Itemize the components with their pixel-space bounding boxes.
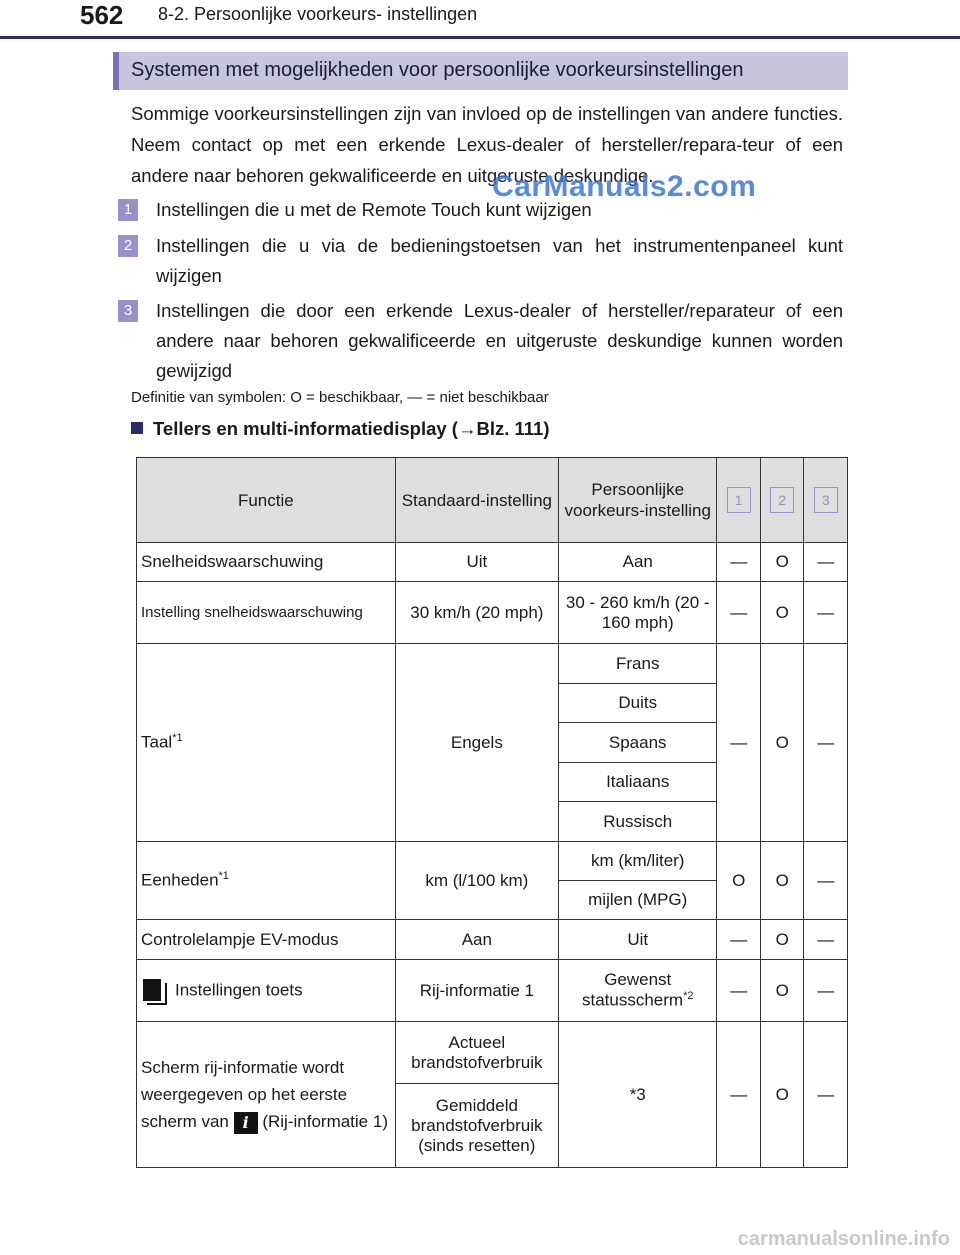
list-text-1: Instellingen die u met de Remote Touch kunt wijzigen <box>156 199 592 220</box>
watermark: CarManuals2.com <box>492 170 757 203</box>
table-row <box>137 1022 848 1084</box>
cell-personal: Uit <box>559 920 717 960</box>
cell-c3: — <box>804 644 848 842</box>
cell-c3: — <box>804 1022 848 1168</box>
cell-default: Actueel brandstofverbruik <box>395 1022 558 1084</box>
cell-default: Uit <box>395 543 558 582</box>
table-row <box>137 582 848 644</box>
cell-function <box>137 960 396 1022</box>
table-row <box>137 644 848 684</box>
marker-3: 3 <box>814 487 838 513</box>
footer-watermark: carmanualsonline.info <box>737 1228 950 1250</box>
cell-personal: Aan <box>559 543 717 582</box>
cell-c1: — <box>717 543 761 582</box>
cell-function <box>137 644 396 842</box>
subheading-text: Tellers en multi-informatiedisplay (→Blz. 111) <box>153 418 550 439</box>
table-header-row <box>137 458 848 543</box>
cell-option: Spaans <box>559 723 717 763</box>
header-personal: Persoonlijke voorkeurs-instelling <box>559 458 717 543</box>
cell-personal <box>559 960 717 1022</box>
header-rule <box>0 36 960 39</box>
cell-default: 30 km/h (20 mph) <box>395 582 558 644</box>
cell-c1: — <box>717 644 761 842</box>
header-marker-1 <box>717 458 761 543</box>
cell-option: mijlen (MPG) <box>559 881 717 920</box>
header-marker-2 <box>760 458 804 543</box>
cell-default: km (l/100 km) <box>395 842 558 920</box>
cell-c1: — <box>717 1022 761 1168</box>
cell-option: Duits <box>559 684 717 723</box>
list-number-2: 2 <box>118 235 138 257</box>
driving-info-label-b: (Rij-informatie 1) <box>262 1112 388 1131</box>
personal-value: Gewenst statusscherm <box>581 970 684 1010</box>
footnote-marker: *1 <box>218 870 229 883</box>
cell-c3: — <box>804 842 848 920</box>
settings-key-icon <box>141 979 165 1003</box>
header-function: Functie <box>137 458 396 543</box>
footnote-marker: *1 <box>172 732 183 745</box>
symbol-definition: Definitie van symbolen: O = beschikbaar, — = niet beschikbaar <box>131 389 549 406</box>
table-row <box>137 920 848 960</box>
settings-table <box>136 457 848 1168</box>
square-bullet-icon <box>131 422 143 434</box>
list-text-3: Instellingen die door een erkende Lexus-dealer of hersteller/reparateur of een andere naar behoren gekwalificeerde en uitgeruste deskundige kunnen worden gewijzigd <box>156 300 843 381</box>
cell-default: Engels <box>395 644 558 842</box>
cell-function <box>137 842 396 920</box>
cell-default: Aan <box>395 920 558 960</box>
cell-function <box>137 1022 396 1168</box>
language-label: Taal <box>141 732 173 752</box>
cell-function: Snelheidswaarschuwing <box>137 543 396 582</box>
section-header: 8-2. Persoonlijke voorkeurs- instellingen <box>158 4 478 24</box>
cell-c2: O <box>760 920 804 960</box>
cell-c2: O <box>760 543 804 582</box>
section-title: Systemen met mogelijkheden voor persoonlijke voorkeursinstellingen <box>131 59 744 81</box>
cell-option: Italiaans <box>559 763 717 802</box>
list-text-2: Instellingen die u via de bedieningstoetsen van het instrumentenpaneel kunt wijzigen <box>156 235 843 286</box>
cell-c2: O <box>760 644 804 842</box>
info-icon: i <box>234 1112 258 1134</box>
cell-personal: *3 <box>559 1022 717 1168</box>
list-number-1: 1 <box>118 199 138 221</box>
cell-option: Russisch <box>559 802 717 842</box>
marker-1: 1 <box>727 487 751 513</box>
cell-c2: O <box>760 1022 804 1168</box>
units-label: Eenheden <box>141 870 219 890</box>
table-row <box>137 842 848 881</box>
table-row <box>137 960 848 1022</box>
subheading <box>131 418 550 440</box>
list-number-3: 3 <box>118 300 138 322</box>
intro-paragraph: Sommige voorkeursinstellingen zijn van invloed op de instellingen van andere functies. Neem contact op met een erkende Lexus-dealer of hersteller/repara-teur of een andere naar behoren gekwalificeerde en uitgeruste deskundige. <box>131 103 843 186</box>
page-number: 562 <box>80 0 124 30</box>
cell-c3: — <box>804 960 848 1022</box>
cell-option: Frans <box>559 644 717 684</box>
cell-c3: — <box>804 582 848 644</box>
cell-c1: — <box>717 582 761 644</box>
driving-info-label: Scherm rij-informatie wordt weergegeven op het eerste scherm van <box>141 1058 348 1131</box>
cell-c2: O <box>760 582 804 644</box>
cell-c1: O <box>717 842 761 920</box>
cell-c1: — <box>717 920 761 960</box>
cell-option: km (km/liter) <box>559 842 717 881</box>
cell-c2: O <box>760 842 804 920</box>
cell-personal: 30 - 260 km/h (20 - 160 mph) <box>559 582 717 644</box>
cell-c3: — <box>804 920 848 960</box>
cell-default: Gemiddeld brandstofverbruik (sinds resetten) <box>395 1084 558 1168</box>
settings-key-label: Instellingen toets <box>175 979 303 999</box>
cell-function: Instelling snelheidswaarschuwing <box>137 582 396 644</box>
marker-2: 2 <box>770 487 794 513</box>
footnote-marker: *2 <box>683 990 694 1003</box>
cell-c1: — <box>717 960 761 1022</box>
cell-c3: — <box>804 543 848 582</box>
cell-default: Rij-informatie 1 <box>395 960 558 1022</box>
header-default: Standaard-instelling <box>395 458 558 543</box>
table-row <box>137 543 848 582</box>
section-title-bar <box>113 52 848 90</box>
cell-function: Controlelampje EV-modus <box>137 920 396 960</box>
header-marker-3 <box>804 458 848 543</box>
cell-c2: O <box>760 960 804 1022</box>
